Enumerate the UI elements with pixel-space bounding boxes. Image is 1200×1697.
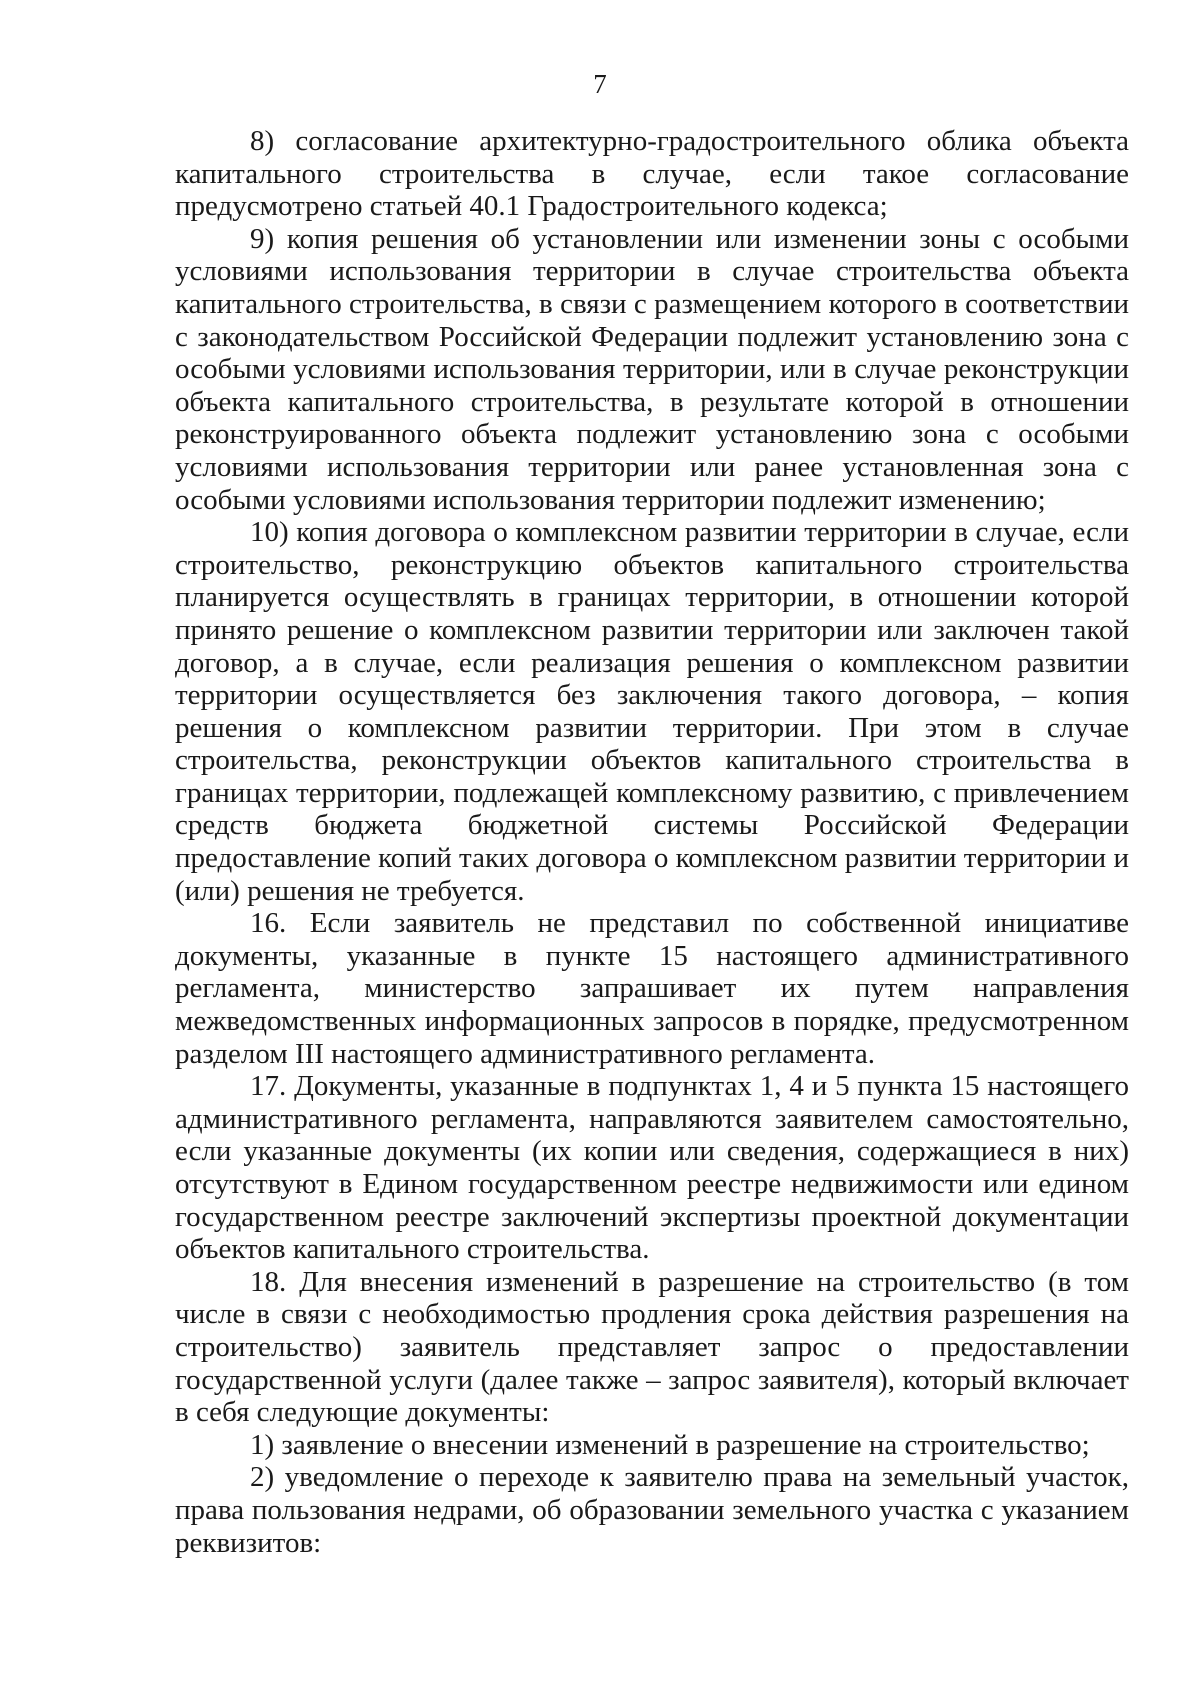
- paragraph-item-10: 10) копия договора о комплексном развитии территории в случае, если строительство, реконструкцию объектов капитального строительства планируется осуществлять в границах территории, в отношении которой принято решение о комплексном развитии территории или заключен такой договор, а в случае, если реализация решения о комплексном развитии территории осуществляется без заключения такого договора, – копия решения о комплексном развитии территории. При этом в случае строительства, реконструкции объектов капитального строительства в границах территории, подлежащей комплексному развитию, с привлечением средств бюджета бюджетной системы Российской Федерации предоставление копий таких договора о комплексном развитии территории и (или) решения не требуется.: [175, 516, 1129, 907]
- paragraph-item-8: 8) согласование архитектурно-градостроительного облика объекта капитального строительства в случае, если такое согласование предусмотрено статьей 40.1 Градостроительного кодекса;: [175, 125, 1129, 223]
- paragraph-item-9: 9) копия решения об установлении или изменении зоны с особыми условиями использования территории в случае строительства объекта капитального строительства, в связи с размещением которого в соответствии с законодательством Российской Федерации подлежит установлению зона с особыми условиями использования территории, или в случае реконструкции объекта капитального строительства, в результате которой в отношении реконструированного объекта подлежит установлению зона с особыми условиями использования территории или ранее установленная зона с особыми условиями использования территории подлежит изменению;: [175, 222, 1129, 516]
- paragraph-subitem-1: 1) заявление о внесении изменений в разрешение на строительство;: [250, 1428, 1090, 1461]
- page-number: 7: [593, 69, 607, 99]
- paragraph-subitem-2: 2) уведомление о переходе к заявителю права на земельный участок, права пользования недрами, об образовании земельного участка с указанием реквизитов:: [175, 1461, 1129, 1559]
- paragraph-clause-16: 16. Если заявитель не представил по собственной инициативе документы, указанные в пункте 15 настоящего административного регламента, министерство запрашивает их путем направления межведомственных информационных запросов в порядке, предусмотренном разделом III настоящего административного регламента.: [175, 907, 1129, 1070]
- document-body: [175, 125, 1129, 1559]
- paragraph-clause-18: 18. Для внесения изменений в разрешение на строительство (в том числе в связи с необходимостью продления срока действия разрешения на строительство) заявитель представляет запрос о предоставлении государственной услуги (далее также – запрос заявителя), который включает в себя следующие документы:: [175, 1265, 1129, 1429]
- paragraph-clause-17: 17. Документы, указанные в подпунктах 1, 4 и 5 пункта 15 настоящего административного регламента, направляются заявителем самостоятельно, если указанные документы (их копии или сведения, содержащиеся в них) отсутствуют в Едином государственном реестре недвижимости или едином государственном реестре заключений экспертизы проектной документации объектов капитального строительства.: [175, 1070, 1129, 1266]
